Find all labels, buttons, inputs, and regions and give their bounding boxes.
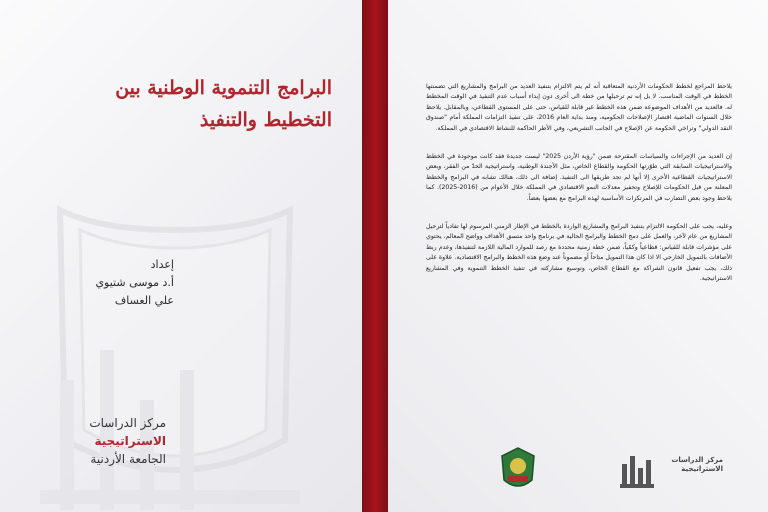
front-cover (0, 0, 362, 512)
paragraph-3: وعليه، يجب على الحكومة الالتزام بتنفيذ البرامج والمشاريع الواردة بالخطط في الإطار الزمني المرسوم لها تفادياً لترحيل المشاريع من عام لآخر، والعمل على دمج الخطط والبرامج الحالية في برنامج واحد متسق الأهداف وواضح المعالم، يحتوي على مؤشرات قابلة للقياس: قطاعياً وكمّياً، ضمن خطة زمنية محددة مع رصد للموارد المالية اللازمة لتنفيذها، وعدم ربط الأضافات بالتمويل الخارجي الا اذا كان هذا التمويل متاحاً أو مضموناً عند وضع هذه الخطط والبرامج الاقتصادية. علاوة على ذلك، يجب تفعيل قانون الشراكة مع القطاع الخاص، وتوسيع مشاركته في تنفيذ الخطط التنموية وفي المشاريع الاستراتيجية. (426, 223, 732, 283)
logos-row (488, 446, 728, 496)
center-logo-line-1: مركز الدراسات (671, 456, 723, 464)
paragraph-1: يلاحظ المراجع لخطط الحكومات الأردنية المتعاقبة أنه لم يتم الالتزام بتنفيذ العديد من البرامج والمشاريع التي تضمنتها الخطط في الوقت المناسب. لا بل إنه تم ترحيلها من خطة الى أخرى دون إبداء أسباب عدم التنفيذ في الوقت المخطط له. فالعديد من الأهداف الموضوعة ضمن هذه الخطط غير قابلة للقياس، حتى على المستوى القطاعي، وبالمقابل. يلاحظ خلال السنوات الماضية اقتصار الإصلاحات الحكومية، ومنذ بداية العام 2016، على تنفيذ التزامات المملكة أمام "صندوق النقد الدولي" وتراخي الحكومة عن الإصلاح في الجانب التشريعي، وفي الأطر الحاكمة للنشاط الاقتصادي في المملكة. (426, 83, 732, 132)
author-2: علي العساف (114, 294, 174, 307)
university-of-jordan-logo-icon (498, 446, 538, 494)
paragraph-2: إن العديد من الإجراءات والسياسات المقترحة ضمن "رؤية الأردن 2025" ليست جديدة فقد كانت موجودة في الخطط والاستراتيجيات السابقة التي طوّرتها الحكومة والقطاع الخاص، مثل الأجندة الوطنية، واستراتيجية الحدّ من الفقر، وبعض الاستراتيجيات القطاعية الأخرى إلا أنها لم تجد طريقها الى التنفيذ. إضافة الى ذلك، هنالك تشابه في البرامج والخطط المعلنة من قبل الحكومات للإصلاح وتحفيز معدلات النمو الاقتصادي في المملكة خلال الأعوام من (2016-2025). كما يلاحظ وجود بعض التضارب في المرتكزات الأساسية لهذه البرامج مع بعضها بعضاً. (426, 153, 733, 202)
back-cover (388, 0, 768, 512)
center-name-highlight: الاستراتيجية (94, 434, 166, 448)
university-name: الجامعة الأردنية (90, 452, 166, 466)
publisher-block (36, 414, 166, 468)
title-line-2: التخطيط والتنفيذ (199, 109, 332, 131)
back-cover-text (426, 82, 732, 303)
prepared-by-label: إعداد (150, 258, 174, 271)
book-title (32, 72, 332, 136)
title-line-1: البرامج التنموية الوطنية بين (115, 77, 332, 99)
center-logo-text (663, 456, 723, 474)
authors-block (54, 256, 174, 310)
book-spine (362, 0, 388, 512)
author-1: أ.د موسى شتيوي (95, 276, 174, 289)
center-logo-line-2: الاستراتيجية (681, 465, 723, 473)
center-name-prefix: مركز الدراسات (89, 416, 166, 430)
